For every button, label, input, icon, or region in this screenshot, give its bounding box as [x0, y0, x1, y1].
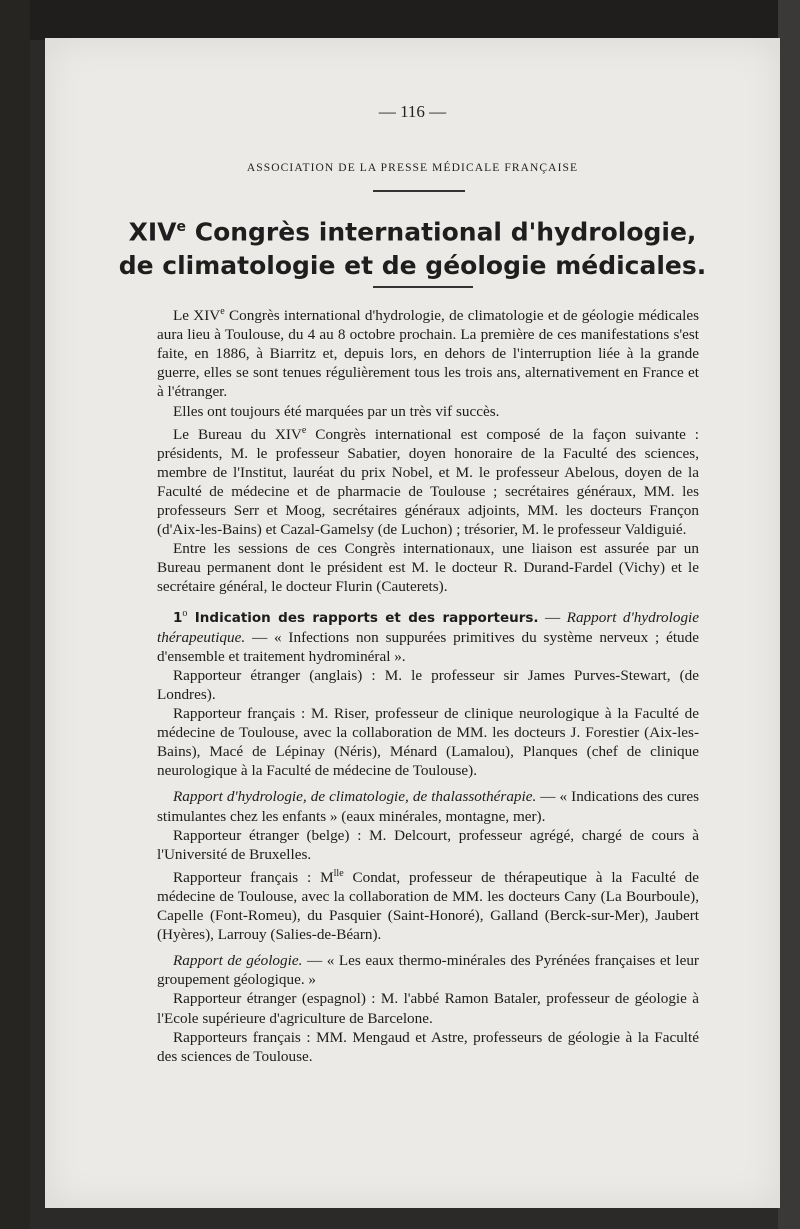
section-2-foreign-rapporteur: Rapporteur étranger (belge) : M. Delcourt, professeur agrégé, chargé de cours à l'Université de Bruxelles. — [157, 826, 699, 863]
page-number: — 116 — — [378, 102, 447, 121]
paragraph-intro: Le XIVe Congrès international d'hydrologie, de climatologie et de géologie médicales aura lieu à Toulouse, du 4 au 8 octobre prochain. La première de ces manifestations s'est faite, en 1886, à Biarritz et, depuis lors, en dehors de l'interruption liée à la grande guerre, elles se sont tenues régulièrement tous les trois ans, alternativement en France et à l'étranger. — [157, 306, 699, 401]
document-page — [45, 38, 780, 1208]
title-divider — [373, 286, 473, 288]
section-1-french-rapporteur: Rapporteur français : M. Riser, professeur de clinique neurologique à la Faculté de médecine de Toulouse, avec la collaboration de MM. les docteurs J. Forestier (Aix-les-Bains), Macé de Lépinay (Néris), Ménard (Lamalou), Planques (chef de clinique neurologique à la Faculté de médecine de Toulouse). — [157, 705, 699, 780]
section-1-foreign-rapporteur: Rapporteur étranger (anglais) : M. le professeur sir James Purves-Stewart, (de Londres). — [157, 666, 699, 703]
title-line-1: XIVe Congrès international d'hydrologie, — [128, 217, 697, 247]
section-1-heading: 1$^o$ Indication des rapports et des rapporteurs. — Rapport d'hydrologie thérapeutique. — « Infections non suppurées primitives du système nerveux ; étude d'ensemble et traitement hydrominéral ». — [157, 607, 699, 665]
article-body — [157, 302, 699, 1066]
scan-background-right — [778, 0, 800, 1229]
section-3-heading: Rapport de géologie. — « Les eaux thermo-minérales des Pyrénées françaises et leur groupement géologique. » — [157, 952, 699, 989]
paragraph-permanent-bureau: Entre les sessions de ces Congrès internationaux, une liaison est assurée par un Bureau permanent dont le président est M. le docteur R. Durand-Fardel (Vichy) et le secrétaire général, le docteur Flurin (Cauterets). — [157, 540, 699, 596]
section-3-french-rapporteurs: Rapporteurs français : MM. Mengaud et Astre, professeurs de géologie à la Faculté des sciences de Toulouse. — [157, 1028, 699, 1065]
scan-background-top — [0, 0, 800, 40]
section-2-french-rapporteur: Rapporteur français : $M^{lle}$ Condat, professeur de thérapeutique à la Faculté de médecine de Toulouse, avec la collaboration de MM. les docteurs Cany (La Bourboule), Capelle (Font-Romeu), du Pasquier (Saint-Honoré), Galland (Berck-sur-Mer), Jaubert (Hyères), Larrouy (Salies-de-Béarn). — [157, 867, 700, 944]
article-title — [45, 210, 780, 283]
header-divider — [373, 190, 465, 192]
section-3-foreign-rapporteur: Rapporteur étranger (espagnol) : M. l'abbé Ramon Bataler, professeur de géologie à l'Ecole supérieure d'agriculture de Barcelone. — [157, 990, 699, 1027]
paragraph-success: Elles ont toujours été marquées par un très vif succès. — [173, 402, 500, 420]
association-header: ASSOCIATION DE LA PRESSE MÉDICALE FRANÇAISE — [246, 162, 579, 174]
title-line-2: de climatologie et de géologie médicales. — [118, 251, 707, 281]
section-2-heading: Rapport d'hydrologie, de climatologie, de thalassothérapie. — « Indications des cures stimulantes chez les enfants » (eaux minérales, montagne, mer). — [157, 788, 699, 825]
paragraph-bureau: Le Bureau du XIVe Congrès international est composé de la façon suivante : présidents, M. le professeur Sabatier, doyen honoraire de la Faculté des sciences, membre de l'Institut, lauréat du prix Nobel, et M. le professeur Abelous, doyen de la Faculté de médecine et de pharmacie de Toulouse ; secrétaires généraux, MM. les professeurs Serr et Moog, secrétaires généraux adjoints, MM. les docteurs Françon (d'Aix-les-Bains) et Cazal-Gamelsy (de Luchon) ; trésorier, M. le professeur Valdiguié. — [157, 424, 699, 539]
scan-background-left — [0, 0, 30, 1229]
